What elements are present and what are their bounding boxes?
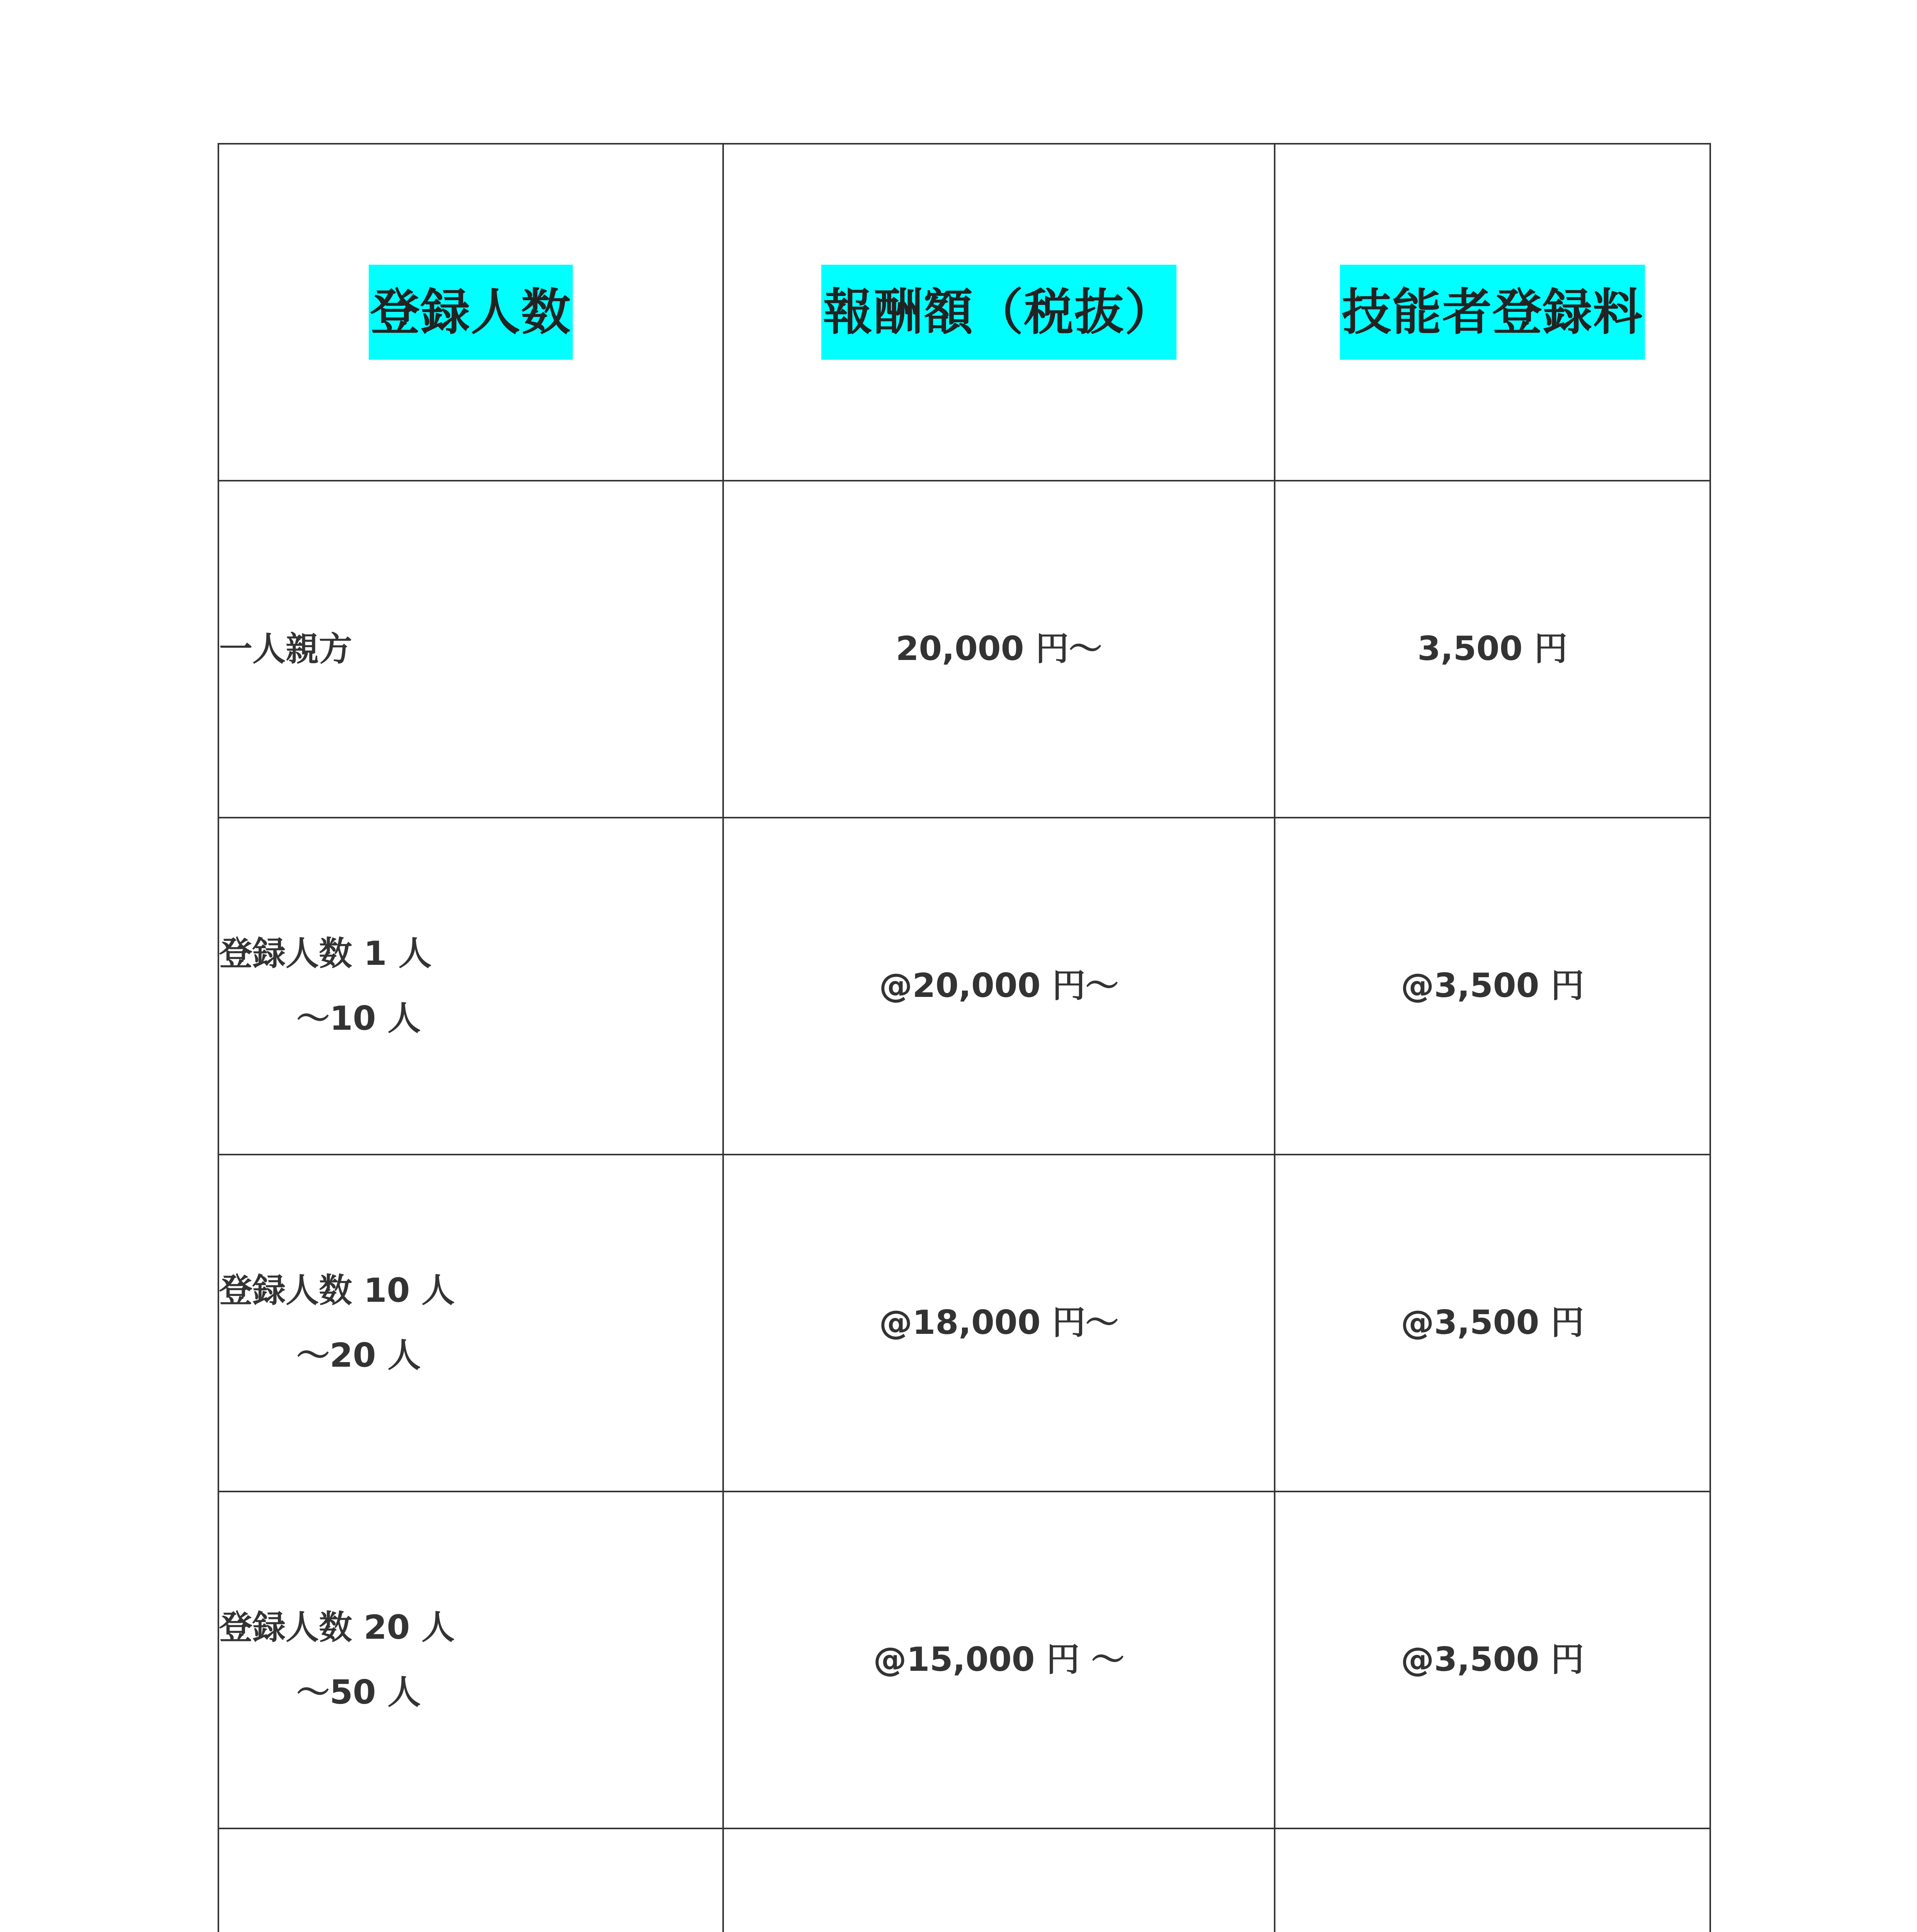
registrants-cell [218, 481, 723, 818]
header-fee: 報酬額（税抜） [821, 265, 1176, 360]
header-cell-registrants [218, 144, 723, 481]
registration-fee-cell: @3,500 円 [1275, 1155, 1710, 1492]
registrants-label: 登録人数 20 人 [219, 1608, 455, 1647]
header-cell-fee [723, 144, 1275, 481]
table-header-row [218, 144, 1710, 481]
registrants-cell [218, 1828, 723, 1932]
header-registration-fee: 技能者登録料 [1340, 265, 1645, 360]
fee-cell [723, 1828, 1275, 1932]
table-row [218, 1828, 1710, 1932]
registrants-label: 登録人数 1 人 [219, 934, 432, 973]
registrants-cell [218, 1155, 723, 1492]
registrants-label: 登録人数 10 人 [219, 1271, 455, 1310]
registrants-range: 〜50 人 [296, 1673, 421, 1712]
fee-cell: @18,000 円〜 [723, 1155, 1275, 1492]
registrants-label: 一人親方 [219, 630, 352, 668]
registrants-range: 〜10 人 [296, 999, 421, 1038]
registration-fee-cell [1275, 1828, 1710, 1932]
registrants-range: 〜20 人 [296, 1336, 421, 1375]
registration-fee-cell: 3,500 円 [1275, 481, 1710, 818]
registration-fee-cell: @3,500 円 [1275, 818, 1710, 1155]
registrants-cell [218, 1492, 723, 1828]
fee-cell: @15,000 円 〜 [723, 1492, 1275, 1828]
table-row [218, 481, 1710, 818]
table-row [218, 818, 1710, 1155]
header-cell-registration-fee [1275, 144, 1710, 481]
table-row [218, 1492, 1710, 1828]
header-registrants: 登録人数 [369, 265, 573, 360]
registration-fee-cell: @3,500 円 [1275, 1492, 1710, 1828]
fee-cell: 20,000 円〜 [723, 481, 1275, 818]
registrants-cell [218, 818, 723, 1155]
fee-cell: @20,000 円〜 [723, 818, 1275, 1155]
fee-table [218, 143, 1711, 1932]
table-row [218, 1155, 1710, 1492]
